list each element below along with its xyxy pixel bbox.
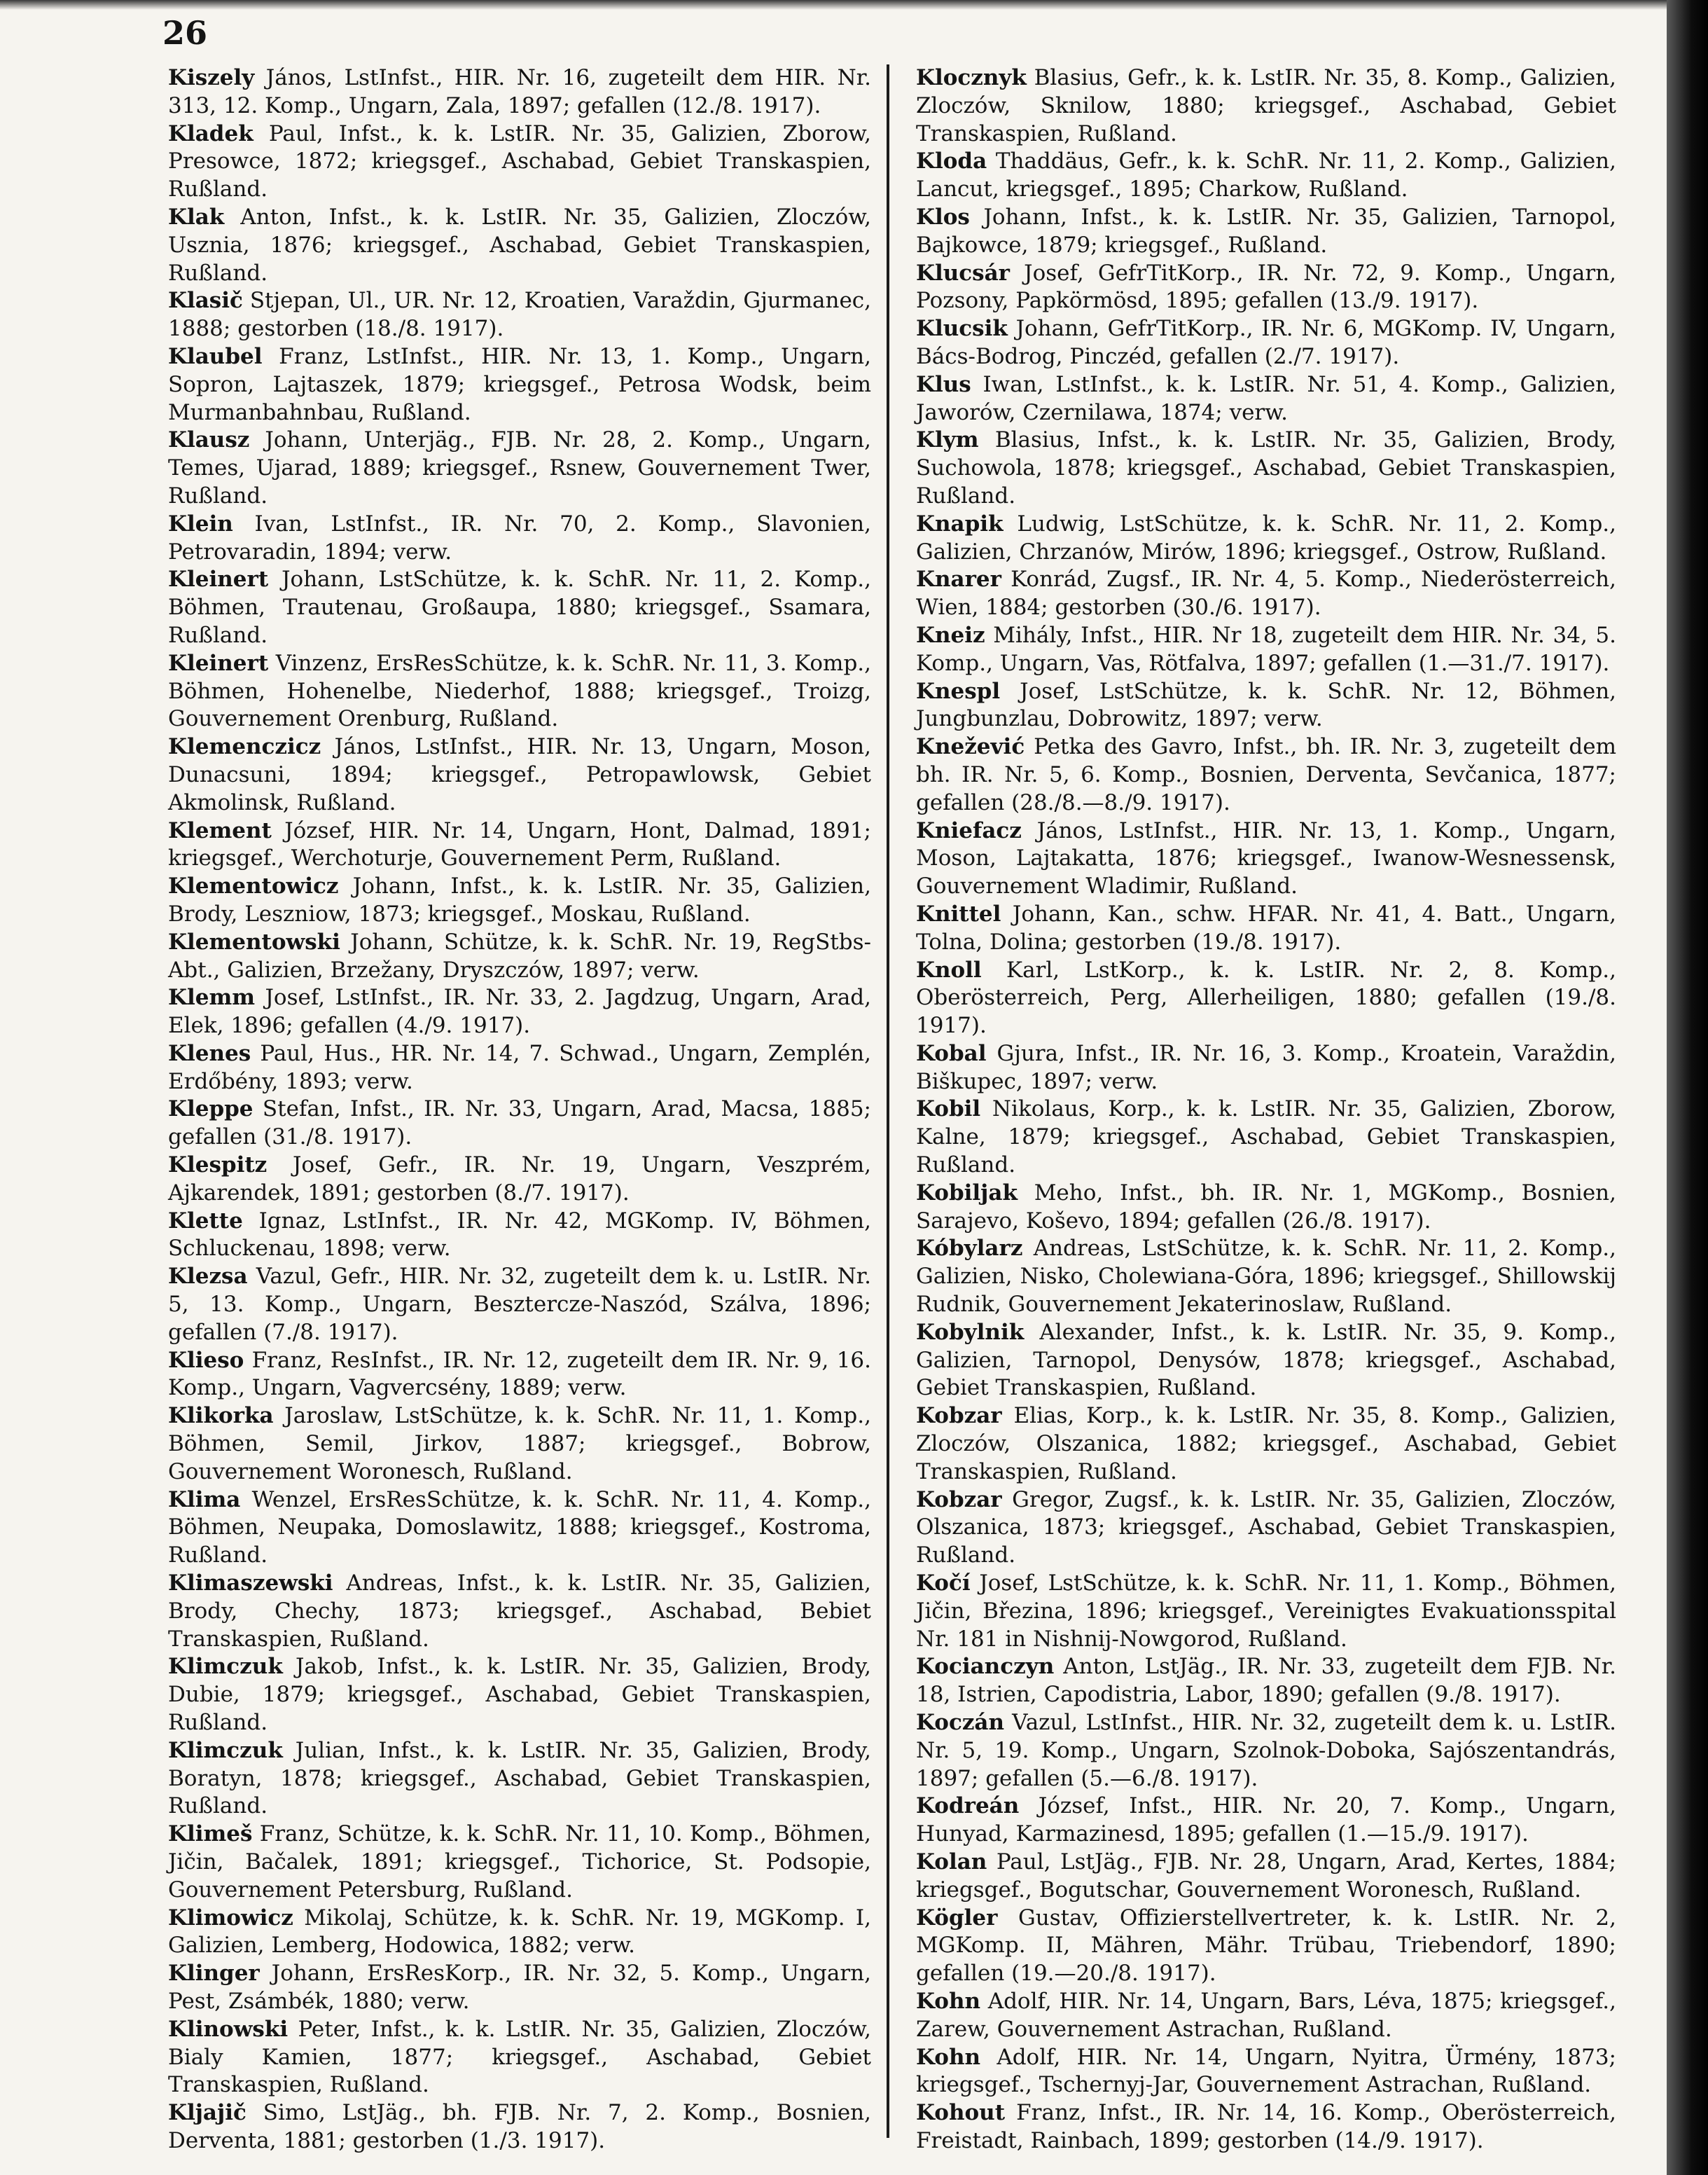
entry-text: Paul, LstJäg., FJB. Nr. 28, Ungarn, Arad, Kertes, 1884; kriegsgef., Bogutschar, Gouvernement Woronesch, Rußland. (916, 1849, 1616, 1903)
entry-text: Mikolaj, Schütze, k. k. SchR. Nr. 19, MGKomp. I, Galizien, Lemberg, Hodowica, 1882; verw. (168, 1905, 871, 1959)
entry (916, 817, 1616, 901)
entry-text: Blasius, Infst., k. k. LstIR. Nr. 35, Galizien, Brody, Suchowola, 1878; kriegsgef., Aschabad, Gebiet Transkaspien, Rußland. (916, 427, 1616, 509)
entry-text: Johann, LstSchütze, k. k. SchR. Nr. 11, 2. Komp., Böhmen, Trautenau, Großaupa, 1880; kriegsgef., Ssamara, Rußland. (168, 567, 871, 648)
entry (916, 1319, 1616, 1402)
entry-name: Koczán (916, 1710, 1005, 1736)
entry (168, 733, 871, 817)
entry-name: Kljajič (168, 2100, 247, 2126)
scan-edge-right (1667, 0, 1708, 2175)
entry-text: Josef, LstInfst., IR. Nr. 33, 2. Jagdzug, Ungarn, Arad, Elek, 1896; gefallen (4./9. 1917). (168, 985, 871, 1039)
right-column (916, 64, 1616, 2155)
entry (916, 2099, 1616, 2155)
entry-name: Klemenczicz (168, 734, 321, 760)
entry-name: Kniefacz (916, 817, 1022, 843)
entry (916, 2044, 1616, 2100)
entry-name: Klucsik (916, 316, 1008, 342)
entry (168, 873, 871, 929)
entry-text: Josef, LstSchütze, k. k. SchR. Nr. 11, 1. Komp., Böhmen, Jičin, Březina, 1896; kriegsgef., Vereinigtes Evakuationsspital Nr. 181 in Nishnij-Nowgorod, Rußland. (916, 1570, 1616, 1652)
entry (916, 1570, 1616, 1653)
entry-name: Kobzar (916, 1486, 1002, 1512)
entry-name: Klette (168, 1208, 243, 1234)
entry (916, 511, 1616, 567)
entry-text: Vazul, LstInfst., HIR. Nr. 32, zugeteilt dem k. u. LstIR. Nr. 5, 19. Komp., Ungarn, Szolnok-Doboka, Sajószentandrás, 1897; gefallen (5.—6./8. 1917). (916, 1710, 1617, 1791)
entry (916, 566, 1616, 622)
entry-text: János, LstInfst., HIR. Nr. 13, 1. Komp., Ungarn, Moson, Lajtakatta, 1876; kriegsgef., Iwanow-Wesnessensk, Gouvernement Wladimir, Rußland. (916, 817, 1616, 899)
entry-name: Klieso (168, 1347, 244, 1373)
entry-name: Klucsár (916, 260, 1011, 286)
entry (916, 1793, 1616, 1849)
entry (168, 511, 871, 567)
entry-name: Kobzar (916, 1403, 1002, 1429)
entry-name: Kögler (916, 1905, 998, 1931)
entry-name: Kobal (916, 1040, 987, 1066)
entry-text: Johann, GefrTitKorp., IR. Nr. 6, MGKomp. IV, Ungarn, Bács-Bodrog, Pinczéd, gefallen (2./7. 1917). (916, 316, 1616, 369)
left-column (168, 64, 871, 2155)
entry (916, 260, 1616, 316)
entry (168, 1402, 871, 1486)
entry (168, 1096, 871, 1152)
entry (168, 2099, 871, 2155)
entry (916, 1486, 1616, 1570)
entry-name: Klimczuk (168, 1737, 283, 1763)
scan-edge-top (0, 0, 1667, 10)
entry-text: Gustav, Offizierstellvertreter, k. k. LstIR. Nr. 2, MGKomp. II, Mähren, Mähr. Trübau, Triebendorf, 1890; gefallen (19.—20./8. 1917). (916, 1905, 1616, 1987)
entry-name: Klasič (168, 288, 243, 314)
entry-name: Klus (916, 371, 971, 397)
entry (168, 204, 871, 287)
entry-name: Klausz (168, 427, 250, 453)
entry-name: Klement (168, 817, 272, 843)
entry-text: Jakob, Infst., k. k. LstIR. Nr. 35, Galizien, Brody, Dubie, 1879; kriegsgef., Aschabad, Gebiet Transkaspien, Rußland. (168, 1654, 871, 1736)
entry-text: Gjura, Infst., IR. Nr. 16, 3. Komp., Kroatein, Varaždin, Biškupec, 1897; verw. (916, 1040, 1616, 1094)
entry (916, 1040, 1616, 1096)
entry-text: Adolf, HIR. Nr. 14, Ungarn, Nyitra, Ürmény, 1873; kriegsgef., Tschernyj-Jar, Gouvernement Astrachan, Rußland. (916, 2044, 1616, 2098)
entry (916, 371, 1616, 427)
entry-name: Klezsa (168, 1264, 248, 1290)
entry-text: Jaroslaw, LstSchütze, k. k. SchR. Nr. 11, 1. Komp., Böhmen, Semil, Jirkov, 1887; kriegsgef., Bobrow, Gouvernement Woronesch, Rußland. (168, 1403, 871, 1484)
entry (168, 1821, 871, 1904)
entry (168, 2016, 871, 2099)
entry (916, 678, 1616, 734)
entry-text: Paul, Infst., k. k. LstIR. Nr. 35, Galizien, Zborow, Presowce, 1872; kriegsgef., Aschabad, Gebiet Transkaspien, Rußland. (168, 120, 871, 202)
entry-name: Kočí (916, 1570, 971, 1596)
entry-text: Blasius, Gefr., k. k. LstIR. Nr. 35, 8. Komp., Galizien, Zloczów, Sknilow, 1880; kriegsgef., Aschabad, Gebiet Transkaspien, Rußland. (916, 65, 1616, 146)
entry-text: Anton, LstJäg., IR. Nr. 33, zugeteilt dem FJB. Nr. 18, Istrien, Capodistria, Labor, 1890; gefallen (9./8. 1917). (916, 1654, 1616, 1708)
entry-name: Klocznyk (916, 65, 1027, 90)
entry-text: Johann, Infst., k. k. LstIR. Nr. 35, Galizien, Tarnopol, Bajkowce, 1879; kriegsgef., Rußland. (916, 204, 1616, 258)
entry-text: Wenzel, ErsResSchütze, k. k. SchR. Nr. 11, 4. Komp., Böhmen, Neupaka, Domoslawitz, 1888; kriegsgef., Kostroma, Rußland. (168, 1486, 871, 1568)
entry (168, 1208, 871, 1264)
entry-text: Johann, Unterjäg., FJB. Nr. 28, 2. Komp., Ungarn, Temes, Ujarad, 1889; kriegsgef., Rsnew, Gouvernement Twer, Rußland. (168, 427, 871, 509)
entry (916, 733, 1616, 817)
entry-name: Kleinert (168, 650, 269, 676)
entry (168, 1960, 871, 2016)
entry (916, 1653, 1616, 1709)
entry (168, 1263, 871, 1346)
entry-text: Josef, LstSchütze, k. k. SchR. Nr. 12, Böhmen, Jungbunzlau, Dobrowitz, 1897; verw. (916, 678, 1617, 732)
entry-name: Knespl (916, 678, 1001, 704)
entry-name: Kolan (916, 1849, 987, 1874)
entry-name: Klimowicz (168, 1905, 293, 1931)
entry-text: Ivan, LstInfst., IR. Nr. 70, 2. Komp., Slavonien, Petrovaradin, 1894; verw. (168, 511, 871, 565)
entry-name: Klementowicz (168, 874, 339, 899)
entry-name: Kloda (916, 149, 987, 174)
entry-text: Franz, ResInfst., IR. Nr. 12, zugeteilt dem IR. Nr. 9, 16. Komp., Ungarn, Vagvercsény, 1889; verw. (168, 1347, 871, 1401)
entry (916, 1402, 1616, 1486)
entry (916, 427, 1616, 510)
entry-text: Ignaz, LstInfst., IR. Nr. 42, MGKomp. IV, Böhmen, Schluckenau, 1898; verw. (168, 1208, 871, 1262)
entry-text: Alexander, Infst., k. k. LstIR. Nr. 35, 9. Komp., Galizien, Tarnopol, Denysów, 1878; kriegsgef., Aschabad, Gebiet Transkaspien, Rußland. (916, 1319, 1616, 1401)
entry-name: Klaubel (168, 343, 263, 369)
entry-text: József, HIR. Nr. 14, Ungarn, Hont, Dalmad, 1891; kriegsgef., Werchoturje, Gouvernement Perm, Rußland. (168, 817, 871, 871)
entry-text: József, Infst., HIR. Nr. 20, 7. Komp., Ungarn, Hunyad, Karmazinesd, 1895; gefallen (1.—15./9. 1917). (916, 1793, 1617, 1847)
entry-text: Stjepan, Ul., UR. Nr. 12, Kroatien, Varaždin, Gjurmanec, 1888; gestorben (18./8. 1917). (168, 288, 872, 342)
entry-name: Kobylnik (916, 1319, 1025, 1345)
entry-text: Andreas, LstSchütze, k. k. SchR. Nr. 11, 2. Komp., Galizien, Nisko, Cholewiana-Góra, 1896; kriegsgef., Shillowskij Rudnik, Gouvernement Jekaterinoslaw, Rußland. (916, 1236, 1616, 1318)
entry-text: Johann, ErsResKorp., IR. Nr. 32, 5. Komp., Ungarn, Pest, Zsámbék, 1880; verw. (168, 1961, 871, 2014)
entry-text: Johann, Schütze, k. k. SchR. Nr. 19, RegStbs-Abt., Galizien, Brzežany, Dryszczów, 1897; verw. (168, 929, 871, 983)
entry (916, 1905, 1616, 1988)
entry-name: Kobil (916, 1096, 981, 1122)
entry-text: Vinzenz, ErsResSchütze, k. k. SchR. Nr. 11, 3. Komp., Böhmen, Hohenelbe, Niederhof, 1888; kriegsgef., Troizg, Gouvernement Orenburg, Rußland. (168, 650, 871, 732)
column-divider (887, 64, 889, 2138)
entry (168, 929, 871, 985)
entry-name: Klinowski (168, 2016, 289, 2042)
entry-name: Klementowski (168, 929, 340, 955)
entry-name: Kleinert (168, 567, 269, 593)
entry-text: Julian, Infst., k. k. LstIR. Nr. 35, Galizien, Brody, Boratyn, 1878; kriegsgef., Aschabad, Gebiet Transkaspien, Rußland. (168, 1737, 871, 1819)
entry (168, 343, 871, 427)
entry-name: Kobiljak (916, 1180, 1018, 1206)
entry-text: János, LstInfst., HIR. Nr. 13, Ungarn, Moson, Dunacsuni, 1894; kriegsgef., Petropawlowsk, Gebiet Akmolinsk, Rußland. (168, 734, 871, 815)
entry-name: Knittel (916, 901, 1001, 927)
entry-name: Klikorka (168, 1403, 274, 1429)
entry (168, 1737, 871, 1821)
entry (916, 1180, 1616, 1236)
entry-name: Kohout (916, 2100, 1006, 2126)
entry-text: Andreas, Infst., k. k. LstIR. Nr. 35, Galizien, Brody, Chechy, 1873; kriegsgef., Aschabad, Bebiet Transkaspien, Rußland. (168, 1570, 871, 1652)
entry-text: János, LstInfst., HIR. Nr. 16, zugeteilt dem HIR. Nr. 313, 12. Komp., Ungarn, Zala, 1897; gefallen (12./8. 1917). (168, 65, 871, 118)
entry (916, 1849, 1616, 1905)
entry-name: Klespitz (168, 1152, 268, 1178)
entry (168, 817, 871, 874)
entry-name: Klimczuk (168, 1654, 283, 1680)
entry-text: Konrád, Zugsf., IR. Nr. 4, 5. Komp., Niederösterreich, Wien, 1884; gestorben (30./6. 1917). (916, 567, 1616, 621)
entry-name: Knarer (916, 567, 1001, 593)
entry-text: Paul, Hus., HR. Nr. 14, 7. Schwad., Ungarn, Zemplén, Erdőbény, 1893; verw. (168, 1040, 871, 1094)
entry-text: Elias, Korp., k. k. LstIR. Nr. 35, 8. Komp., Galizien, Zloczów, Olszanica, 1882; kriegsgef., Aschabad, Gebiet Transkaspien, Rußland. (916, 1403, 1616, 1484)
entry (916, 957, 1616, 1040)
entry (916, 1988, 1616, 2044)
entry-name: Klym (916, 427, 979, 453)
entry-text: Nikolaus, Korp., k. k. LstIR. Nr. 35, Galizien, Zborow, Kalne, 1879; kriegsgef., Aschabad, Gebiet Transkaspien, Rußland. (916, 1096, 1616, 1178)
entry (916, 622, 1616, 678)
entry-text: Johann, Kan., schw. HFAR. Nr. 41, 4. Batt., Ungarn, Tolna, Dolina; gestorben (19./8. 1917). (916, 901, 1616, 955)
entry-text: Stefan, Infst., IR. Nr. 33, Ungarn, Arad, Macsa, 1885; gefallen (31./8. 1917). (168, 1096, 871, 1150)
entry-text: Peter, Infst., k. k. LstIR. Nr. 35, Galizien, Zloczów, Bialy Kamien, 1877; kriegsgef., Aschabad, Gebiet Transkaspien, Rußland. (168, 2016, 871, 2098)
entry-text: Franz, LstInfst., HIR. Nr. 13, 1. Komp., Ungarn, Sopron, Lajtaszek, 1879; kriegsgef., Petrosa Wodsk, beim Murmanbahnbau, Rußland. (168, 343, 872, 425)
entry (168, 64, 871, 120)
entry-text: Anton, Infst., k. k. LstIR. Nr. 35, Galizien, Zloczów, Usznia, 1876; kriegsgef., Aschabad, Gebiet Transkaspien, Rußland. (168, 204, 872, 286)
entry (168, 1152, 871, 1208)
entry-text: Karl, LstKorp., k. k. LstIR. Nr. 2, 8. Komp., Oberösterreich, Perg, Allerheiligen, 1880; gefallen (19./8. 1917). (916, 957, 1617, 1039)
entry-text: Gregor, Zugsf., k. k. LstIR. Nr. 35, Galizien, Zloczów, Olszanica, 1873; kriegsgef., Aschabad, Gebiet Transkaspien, Rußland. (916, 1486, 1617, 1568)
entry-name: Kneiz (916, 622, 985, 648)
entry (916, 315, 1616, 371)
entry-name: Kóbylarz (916, 1236, 1023, 1262)
entry-name: Knežević (916, 734, 1025, 760)
entry (168, 1486, 871, 1570)
entry-name: Klemm (168, 985, 256, 1011)
entry-text: Franz, Infst., IR. Nr. 14, 16. Komp., Oberösterreich, Freistadt, Rainbach, 1899; gestorben (14./9. 1917). (916, 2100, 1617, 2153)
entry-name: Klima (168, 1486, 241, 1512)
entry-name: Klos (916, 204, 970, 230)
entry-text: Josef, GefrTitKorp., IR. Nr. 72, 9. Komp., Ungarn, Pozsony, Papkörmösd, 1895; gefallen (13./9. 1917). (916, 260, 1617, 314)
entry-text: Petka des Gavro, Infst., bh. IR. Nr. 3, zugeteilt dem bh. IR. Nr. 5, 6. Komp., Bosnien, Derventa, Sevčanica, 1877; gefallen (28./8.—8./9. 1917). (916, 734, 1616, 815)
page-number: 26 (162, 14, 208, 52)
entry-name: Kohn (916, 2044, 981, 2070)
entry-name: Kladek (168, 120, 254, 146)
entry-name: Kocianczyn (916, 1654, 1055, 1680)
entry (916, 1096, 1616, 1179)
entry (168, 1570, 871, 1653)
entry (916, 901, 1616, 957)
entry-text: Franz, Schütze, k. k. SchR. Nr. 11, 10. Komp., Böhmen, Jičin, Bačalek, 1891; kriegsgef., Tichorice, St. Podsopie, Gouvernement Petersburg, Rußland. (168, 1821, 871, 1903)
entry (916, 1235, 1616, 1318)
entry-name: Kleppe (168, 1096, 254, 1122)
entry-name: Klak (168, 204, 225, 230)
entry (168, 1040, 871, 1096)
entry (168, 1905, 871, 1961)
entry (916, 1709, 1616, 1793)
entry-text: Meho, Infst., bh. IR. Nr. 1, MGKomp., Bosnien, Sarajevo, Koševo, 1894; gefallen (26./8. 1917). (916, 1180, 1616, 1234)
entry-text: Ludwig, LstSchütze, k. k. SchR. Nr. 11, 2. Komp., Galizien, Chrzanów, Mirów, 1896; kriegsgef., Ostrow, Rußland. (916, 511, 1616, 565)
entry-name: Klenes (168, 1040, 251, 1066)
entry-text: Iwan, LstInfst., k. k. LstIR. Nr. 51, 4. Komp., Galizien, Jaworów, Czernilawa, 1874; verw. (916, 371, 1617, 425)
entry (168, 566, 871, 649)
entry-text: Josef, Gefr., IR. Nr. 19, Ungarn, Veszprém, Ajkarendek, 1891; gestorben (8./7. 1917). (168, 1152, 871, 1206)
entry (168, 650, 871, 733)
entry-text: Thaddäus, Gefr., k. k. SchR. Nr. 11, 2. Komp., Galizien, Lancut, kriegsgef., 1895; Charkow, Rußland. (916, 149, 1616, 202)
entry (168, 984, 871, 1040)
entry-name: Knoll (916, 957, 982, 983)
entry (168, 287, 871, 343)
entry-name: Kodreán (916, 1793, 1020, 1819)
entry (916, 148, 1616, 204)
entry-text: Simo, LstJäg., bh. FJB. Nr. 7, 2. Komp., Bosnien, Derventa, 1881; gestorben (1./3. 1917). (168, 2100, 871, 2153)
entry (168, 120, 871, 204)
entry-name: Klimeš (168, 1821, 253, 1847)
entry-name: Kohn (916, 1988, 981, 2014)
entry (916, 64, 1616, 148)
entry-text: Johann, Infst., k. k. LstIR. Nr. 35, Galizien, Brody, Leszniow, 1873; kriegsgef., Moskau, Rußland. (168, 874, 871, 927)
entry-name: Knapik (916, 511, 1004, 537)
entry (168, 1653, 871, 1736)
entry-name: Klein (168, 511, 233, 537)
entry-name: Klinger (168, 1961, 260, 1987)
entry-name: Kiszely (168, 65, 255, 90)
entry (168, 1347, 871, 1403)
entry (916, 204, 1616, 260)
entry (168, 427, 871, 510)
entry-text: Vazul, Gefr., HIR. Nr. 32, zugeteilt dem k. u. LstIR. Nr. 5, 13. Komp., Ungarn, Besztercze-Naszód, Szálva, 1896; gefallen (7./8. 1917). (168, 1264, 871, 1345)
entry-text: Adolf, HIR. Nr. 14, Ungarn, Bars, Léva, 1875; kriegsgef., Zarew, Gouvernement Astrachan, Rußland. (916, 1988, 1616, 2042)
entry-text: Mihály, Infst., HIR. Nr 18, zugeteilt dem HIR. Nr. 34, 5. Komp., Ungarn, Vas, Rötfalva, 1897; gefallen (1.—31./7. 1917). (916, 622, 1616, 676)
entry-name: Klimaszewski (168, 1570, 333, 1596)
